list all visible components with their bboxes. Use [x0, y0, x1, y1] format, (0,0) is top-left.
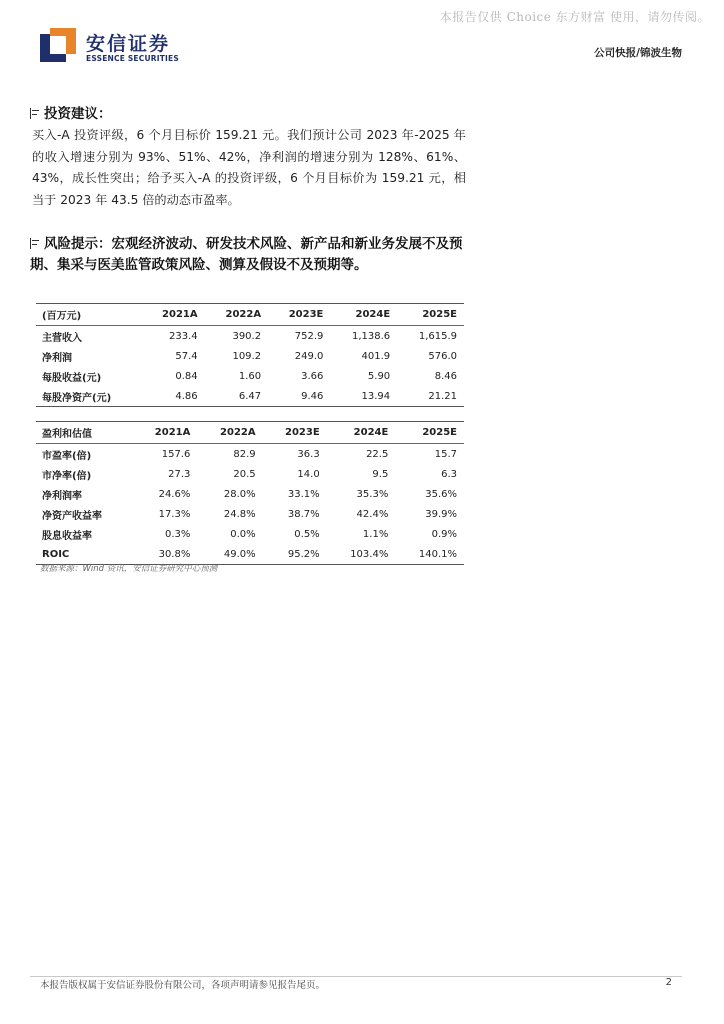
table-cell: 49.0% — [197, 544, 262, 565]
table-cell: 21.21 — [397, 386, 464, 407]
investment-section-title: 投资建议： — [30, 104, 112, 125]
table-cell: 249.0 — [294, 350, 324, 362]
row-label: 每股净资产(元) — [36, 386, 141, 407]
table-cell: 1,138.6 — [352, 330, 391, 342]
row-label: 净利润率 — [42, 490, 82, 502]
table-cell: 0.9% — [431, 528, 457, 540]
row-label: 净利润 — [42, 352, 72, 364]
table-cell: 0.3% — [164, 528, 191, 540]
table-cell: 36.3 — [297, 448, 320, 460]
row-label: 净资产收益率 — [42, 510, 102, 522]
table-row — [36, 464, 464, 484]
table-header-cell: 2023E — [263, 422, 327, 444]
table-cell: 17.3% — [158, 508, 191, 520]
table-row — [36, 524, 464, 544]
table-row — [36, 444, 464, 465]
table-cell: 752.9 — [294, 330, 324, 342]
table-cell: 1.60 — [238, 370, 262, 382]
table-cell: 14.0 — [297, 468, 320, 480]
table-cell: 13.94 — [330, 386, 397, 407]
investment-paragraph: 买入-A 投资评级，6 个月目标价 159.21 元。我们预计公司 2023 年-2025 年的收入增速分别为 93%、51%、42%，净利润的增速分别为 128%、61%、43%，成长性突出；给予买入-A 的投资评级，6 个月目标价为 159.21 元，相当于 2023 年 43.5 倍的动态市盈率。 — [32, 128, 466, 207]
table-row — [36, 504, 464, 524]
table-cell: 1,615.9 — [418, 330, 457, 342]
table-cell: 24.6% — [158, 488, 191, 500]
table-cell: 109.2 — [232, 350, 262, 362]
row-label: 市盈率(倍) — [42, 450, 92, 462]
table-cell: 157.6 — [161, 448, 191, 460]
table-cell: 103.4% — [327, 544, 396, 565]
table-cell: 390.2 — [232, 330, 262, 342]
table-cell: 15.7 — [434, 448, 457, 460]
table-cell: 6.3 — [441, 468, 457, 480]
table-header-row — [36, 422, 464, 444]
logo-name-en: ESSENCE SECURITIES — [86, 54, 179, 63]
table-header-cell: 2021A — [141, 304, 204, 326]
row-label: 每股收益(元) — [42, 372, 102, 384]
table-cell: 20.5 — [233, 468, 256, 480]
table-cell: 0.84 — [175, 370, 198, 382]
financial-summary-table — [36, 303, 464, 407]
table-header-cell: 2023E — [268, 304, 330, 326]
table-cell: 0.5% — [294, 528, 320, 540]
page-number: 2 — [665, 977, 672, 988]
table-row — [36, 326, 464, 347]
table-row — [36, 346, 464, 366]
company-logo — [40, 28, 200, 68]
report-type-label: 公司快报/锦波生物 — [594, 47, 682, 59]
row-label: 市净率(倍) — [42, 470, 92, 482]
table-cell: 27.3 — [168, 468, 191, 480]
table-cell: 33.1% — [287, 488, 320, 500]
table-header-cell: (百万元) — [36, 304, 141, 326]
table-cell: 1.1% — [362, 528, 389, 540]
logo-name-cn: 安信证券 — [86, 33, 171, 55]
row-label: 主营收入 — [42, 332, 82, 344]
table-cell: 57.4 — [175, 350, 198, 362]
risk-warning: 风险提示：宏观经济波动、研发技术风险、新产品和新业务发展不及预期、集采与医美监管政策风险、测算及假设不及预期等。 — [30, 236, 463, 273]
footer-disclaimer: 本报告版权属于安信证券股份有限公司，各项声明请参见报告尾页。 — [40, 980, 326, 991]
table-cell: 95.2% — [263, 544, 327, 565]
table-cell: 38.7% — [287, 508, 320, 520]
table-header-cell: 2022A — [197, 422, 262, 444]
valuation-table — [36, 421, 464, 565]
table-cell: 6.47 — [205, 386, 268, 407]
table-cell: 30.8% — [132, 544, 197, 565]
table-cell: 8.46 — [434, 370, 457, 382]
row-label: ROIC — [36, 544, 132, 565]
table-cell: 401.9 — [361, 350, 391, 362]
table-header-cell: 2025E — [395, 422, 464, 444]
table-cell: 22.5 — [366, 448, 389, 460]
table-header-cell: 盈利和估值 — [36, 422, 132, 444]
table-cell: 0.0% — [230, 528, 256, 540]
table-cell: 35.6% — [425, 488, 457, 500]
table-row — [36, 386, 464, 407]
section-marker-icon — [30, 108, 40, 119]
table-cell: 576.0 — [428, 350, 457, 362]
table-header-cell: 2022A — [205, 304, 268, 326]
table-cell: 4.86 — [141, 386, 204, 407]
table-cell: 3.66 — [301, 370, 324, 382]
table-header-row — [36, 304, 464, 326]
table-cell: 9.5 — [372, 468, 389, 480]
table-header-cell: 2025E — [397, 304, 464, 326]
watermark: 本报告仅供 Choice 东方财富 使用，请勿传阅。 — [439, 10, 710, 24]
table-cell: 24.8% — [223, 508, 256, 520]
table-cell: 233.4 — [168, 330, 198, 342]
section-marker-icon — [30, 238, 40, 249]
table-header-cell: 2024E — [330, 304, 397, 326]
table-header-cell: 2021A — [132, 422, 197, 444]
data-source-note: 数据来源：Wind 资讯，安信证券研究中心预测 — [40, 564, 218, 574]
table-row — [36, 366, 464, 386]
table-cell: 39.9% — [425, 508, 457, 520]
table-cell: 5.90 — [367, 370, 391, 382]
table-cell: 28.0% — [223, 488, 256, 500]
table-cell: 140.1% — [395, 544, 464, 565]
logo-mark-icon — [40, 28, 76, 64]
table-header-cell: 2024E — [327, 422, 396, 444]
table-row — [36, 484, 464, 504]
table-cell: 9.46 — [268, 386, 330, 407]
table-cell: 82.9 — [233, 448, 256, 460]
table-cell: 42.4% — [356, 508, 389, 520]
table-cell: 35.3% — [356, 488, 389, 500]
row-label: 股息收益率 — [42, 530, 92, 542]
